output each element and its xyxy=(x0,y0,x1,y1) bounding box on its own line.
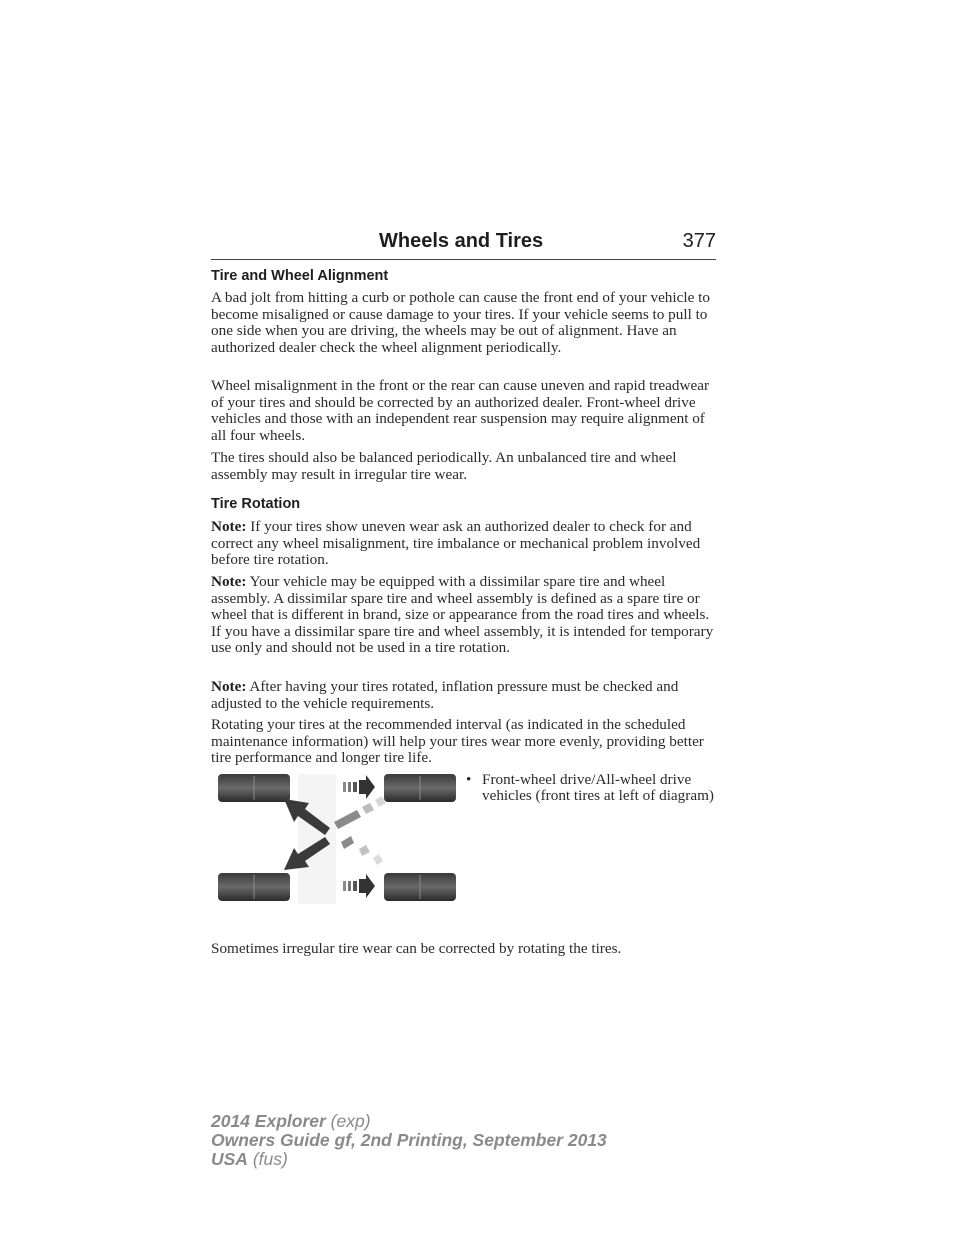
arrow-right-bottom-icon xyxy=(343,874,375,898)
rotation-note-2 xyxy=(211,574,719,657)
diagram-center-panel xyxy=(298,774,336,904)
note-label: Note: xyxy=(211,573,247,590)
alignment-paragraph-3: The tires should also be balanced periodically. An unbalanced tire and wheel assembly may result in irregular tire wear. xyxy=(211,449,677,483)
page-header xyxy=(211,229,716,260)
footer-line-1 xyxy=(211,1112,607,1131)
tire-front-right xyxy=(384,774,456,802)
tire-front-left xyxy=(218,774,290,802)
footer-market-code: (fus) xyxy=(252,1149,288,1169)
page-title: Wheels and Tires xyxy=(379,230,544,252)
tire-rotation-diagram xyxy=(216,772,460,906)
section-heading-alignment: Tire and Wheel Alignment xyxy=(211,268,389,284)
dashed-arrow-down-icon xyxy=(341,836,383,865)
note-label: Note: xyxy=(211,678,247,695)
note-text: After having your tires rotated, inflation pressure must be checked and adjusted to the vehicle requirements. xyxy=(211,678,679,712)
alignment-paragraph-2: Wheel misalignment in the front or the rear can cause uneven and rapid treadwear of your tires and should be corrected by an authorized dealer. Front-wheel drive vehicles and those with an independent rear suspension may require alignment of all four wheels. xyxy=(211,377,710,444)
footer-market: USA xyxy=(211,1149,248,1169)
dashed-arrow-up-icon xyxy=(334,796,386,829)
page-number: 377 xyxy=(682,230,716,252)
footer xyxy=(211,1112,607,1169)
note-label: Note: xyxy=(211,518,247,535)
note-text: Your vehicle may be equipped with a dissimilar spare tire and wheel assembly. A dissimilar spare tire and wheel assembly is defined as a spare tire or wheel that is different in brand, size or appearance from the road tires and wheels. If you have a dissimilar spare tire and wheel assembly, it is intended for temporary use only and should not be used in a tire rotation. xyxy=(211,573,714,657)
arrow-right-top-icon xyxy=(343,775,375,799)
tire-rear-left xyxy=(218,873,290,901)
bullet-icon: • xyxy=(466,771,472,788)
rotation-note-1 xyxy=(211,519,719,569)
footer-model-code: (exp) xyxy=(330,1111,371,1131)
note-text: If your tires show uneven wear ask an authorized dealer to check for and correct any wheel misalignment, tire imbalance or mechanical problem involved before tire rotation. xyxy=(211,518,701,569)
footer-line-2 xyxy=(211,1131,607,1150)
rotation-paragraph: Rotating your tires at the recommended interval (as indicated in the scheduled maintenance information) will help your tires wear more evenly, providing better tire performance and longer tire life. xyxy=(211,716,704,767)
footer-line-3 xyxy=(211,1150,607,1169)
tire-rear-right xyxy=(384,873,456,901)
alignment-paragraph-1: A bad jolt from hitting a curb or pothole can cause the front end of your vehicle to become misaligned or cause damage to your tires. If your vehicle seems to pull to one side when you are driving, the wheels may be out of alignment. Have an authorized dealer check the wheel alignment periodically. xyxy=(211,289,710,356)
bullet-text: Front-wheel drive/All-wheel drive vehicles (front tires at left of diagram) xyxy=(482,771,714,805)
section-heading-rotation: Tire Rotation xyxy=(211,496,301,512)
closing-paragraph: Sometimes irregular tire wear can be corrected by rotating the tires. xyxy=(211,940,622,957)
footer-model: 2014 Explorer xyxy=(211,1111,326,1131)
rotation-note-3 xyxy=(211,679,719,712)
rotation-bullet xyxy=(466,772,721,805)
footer-guide: Owners Guide gf, 2nd Printing, September 2013 xyxy=(211,1130,607,1150)
